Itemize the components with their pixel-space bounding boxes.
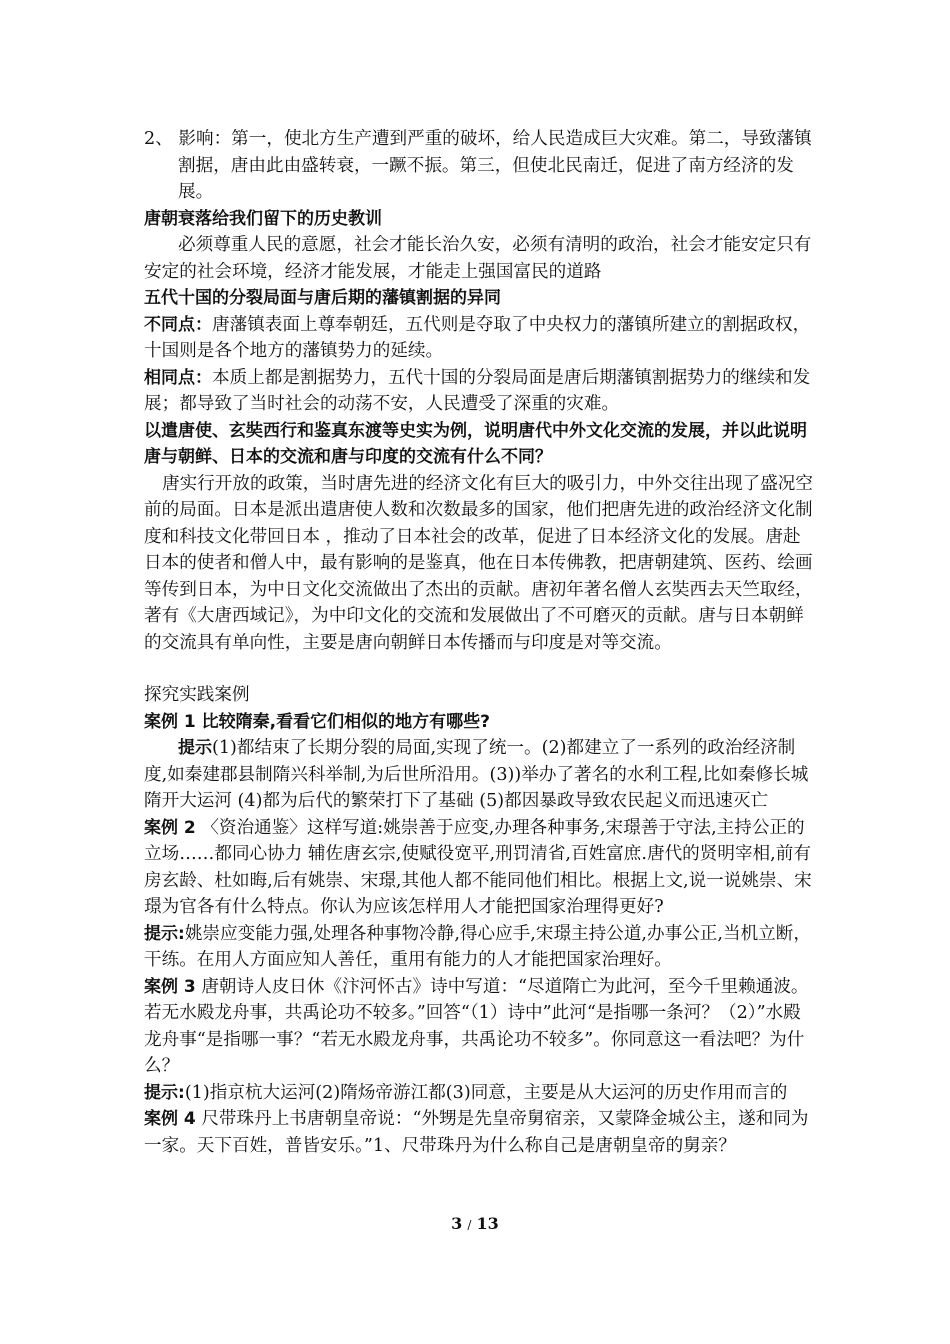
case4-text: 尺带珠丹上书唐朝皇帝说：“外甥是先皇帝舅宿亲，又蒙降金城公主，遂和同为一家。天下百姓，普皆安乐。”1、尺带珠丹为什么称自己是唐朝皇帝的舅亲？ (144, 1109, 809, 1156)
case2-hint-text: 姚崇应变能力强,处理各种事物冷静,得心应手,宋璟主持公道,办事公正,当机立断，干练。在用人方面应知人善任，重用有能力的人才能把国家治理好。 (144, 923, 811, 970)
exchange-heading: 以遣唐使、玄奘西行和鉴真东渡等史实为例，说明唐代中外文化交流的发展，并以此说明唐与朝鲜、日本的交流和唐与印度的交流有什么不同？ (144, 420, 807, 467)
difference-label: 不同点： (144, 314, 212, 335)
list-marker: 2、 (144, 129, 173, 149)
impact-paragraph (144, 126, 814, 206)
case3-hint-label: 提示: (144, 1082, 185, 1103)
case3-hint (144, 1080, 814, 1107)
document-page (144, 126, 814, 1159)
difference-text: 唐藩镇表面上尊奉朝廷，五代则是夺取了中央权力的藩镇所建立的割据政权，十国则是各个地方的藩镇势力的延续。 (144, 314, 811, 361)
lesson-body: 必须尊重人民的意愿，社会才能长治久安，必须有清明的政治，社会才能安定只有安定的社会环境，经济才能发展，才能走上强国富民的道路 (144, 235, 812, 282)
spacer (144, 656, 814, 682)
exchange-body: 唐实行开放的政策，当时唐先进的经济文化有巨大的吸引力，中外交往出现了盛况空前的局面。日本是派出遣唐使人数和次数最多的国家，他们把唐先进的政治经济文化制度和科技文化带回日本 ，推动了日本社会的改革，促进了日本经济文化的发展。唐赴日本的使者和僧人中，最有影响的是鉴真，他在日本传佛教，把唐朝建筑、医药、绘画等传到日本，为中日文化交流做出了杰出的贡献。唐初年著名僧人玄奘西去天竺取经，著有《大唐西域记》，为中印文化的交流和发展做出了不可磨灭的贡献。唐与日本朝鲜的交流具有单向性，主要是唐向朝鲜日本传播而与印度是对等交流。 (144, 473, 813, 653)
case2-hint-label: 提示: (144, 923, 185, 944)
difference-paragraph (144, 312, 814, 365)
case1-heading: 案例 1 比较隋秦,看看它们相似的地方有哪些? (144, 711, 490, 732)
case3-hint-text: (1)指京杭大运河(2)隋炀帝游江都(3)同意，主要是从大运河的历史作用而言的 (184, 1082, 788, 1103)
case1-hint (144, 735, 814, 815)
case2-hint (144, 921, 814, 974)
case3-text: 唐朝诗人皮日休《汴河怀古》诗中写道：“尽道隋亡为此河，至今千里赖通波。若无水殿龙舟事，共禹论功不较多。”回答“（1）诗中”此河“是指哪一条河？（2）”水殿龙舟事“是指哪一事？“若无水殿龙舟事，共禹论功不较多”。你同意这一看法吧？为什么？ (144, 976, 809, 1076)
page-separator: / (467, 1218, 472, 1232)
similarity-paragraph (144, 365, 814, 418)
lesson-heading: 唐朝衰落给我们留下的历史教训 (144, 208, 382, 229)
similarity-label: 相同点： (144, 367, 212, 388)
case2-text: 〈资治通鉴〉这样写道:姚崇善于应变,办理各种事务,宋璟善于守法,主持公正的立场……都同心协力 辅佐唐玄宗,使赋役宽平,刑罚清省,百姓富庶.唐代的贤明宰相,前有房玄龄、杜如晦,后有姚崇、宋璟,其他人都不能同他们相比。根据上文,说一说姚崇、宋璟为官各有什么特点。你认为应该怎样用人才能把国家治理得更好? (144, 817, 812, 917)
page-number: 3 (451, 1214, 463, 1233)
case2-paragraph (144, 815, 814, 921)
case1-hint-text: (1)都结束了长期分裂的局面,实现了统一。(2)都建立了一系列的政治经济制度,如秦建郡县制隋兴科举制,为后世所沿用。(3))举办了著名的水利工程,比如秦修长城隋开大运河 (4)都为后代的繁荣打下了基础 (5)都因暴政导致农民起义而迅速灭亡 (144, 738, 809, 811)
case2-label: 案例 2 (144, 817, 196, 838)
case4-paragraph (144, 1106, 814, 1159)
similarity-text: 本质上都是割据势力，五代十国的分裂局面是唐后期藩镇割据势力的继续和发展；都导致了当时社会的动荡不安，人民遭受了深重的灾难。 (144, 367, 811, 414)
case1-hint-label: 提示 (178, 738, 212, 758)
case3-label: 案例 3 (144, 976, 196, 997)
compare-heading: 五代十国的分裂局面与唐后期的藩镇割据的异同 (144, 288, 501, 308)
page-footer (0, 1214, 950, 1233)
impact-text: 影响：第一，使北方生产遭到严重的破坏，给人民造成巨大灾难。第二，导致藩镇割据，唐由此由盛转衰，一蹶不振。第三，但使北民南迁，促进了南方经济的发展。 (178, 129, 812, 202)
practice-title: 探究实践案例 (144, 685, 250, 705)
page-total: 13 (476, 1214, 499, 1233)
case4-label: 案例 4 (144, 1109, 196, 1129)
case3-paragraph (144, 974, 814, 1080)
